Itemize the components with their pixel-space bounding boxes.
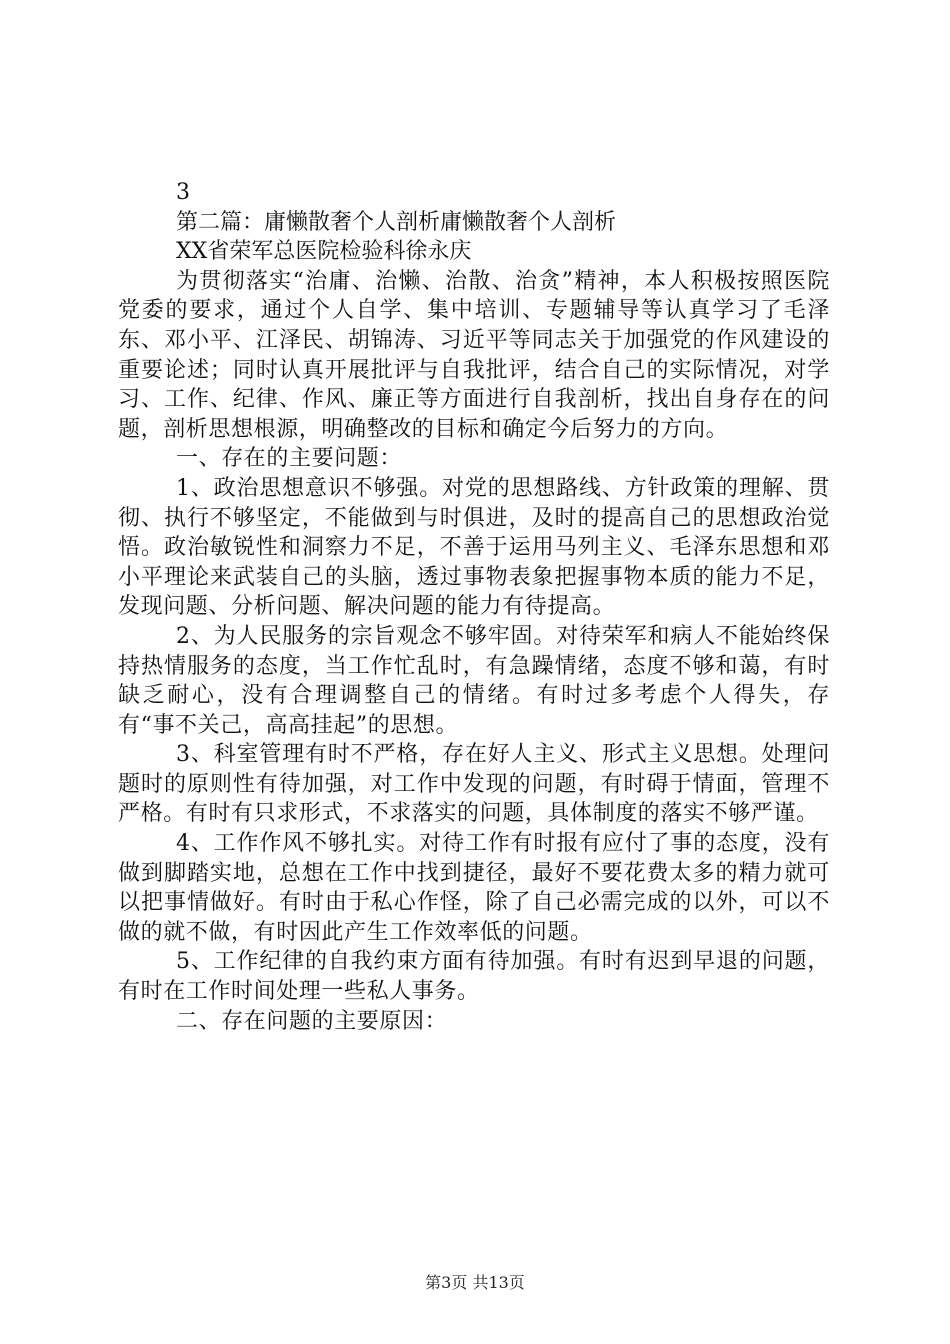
document-body — [118, 178, 830, 1036]
page-marker: 3 — [176, 180, 190, 205]
page-footer: 第3页 共13页 — [425, 1273, 525, 1292]
paragraph-problem-1: 1、政治思想意识不够强。对党的思想路线、方针政策的理解、贯彻、执行不够坚定，不能做到与时俱进，及时的提高自己的思想政治觉悟。政治敏锐性和洞察力不足，不善于运用马列主义、毛泽东思想和邓小平理论来武装自己的头脑，透过事物表象把握事物本质的能力不足，发现问题、分析问题、解决问题的能力有待提高。 — [118, 475, 830, 620]
section-title: 第二篇：庸懒散奢个人剖析庸懒散奢个人剖析 — [176, 209, 617, 235]
heading-main-causes: 二、存在问题的主要原因： — [176, 1008, 448, 1034]
heading-main-problems: 一、存在的主要问题： — [176, 446, 403, 472]
paragraph-problem-5: 5、工作纪律的自我约束方面有待加强。有时有迟到早退的问题，有时在工作时间处理一些私人事务。 — [118, 949, 830, 1005]
paragraph-intro: 为贯彻落实“治庸、治懒、治散、治贪”精神，本人积极按照医院党委的要求，通过个人自学、集中培训、专题辅导等认真学习了毛泽东、邓小平、江泽民、胡锦涛、习近平等同志关于加强党的作风建设的重要论述；同时认真开展批评与自我批评，结合自己的实际情况，对学习、工作、纪律、作风、廉正等方面进行自我剖析，找出自身存在的问题，剖析思想根源，明确整改的目标和确定今后努力的方向。 — [118, 268, 830, 442]
paragraph-problem-3: 3、科室管理有时不严格，存在好人主义、形式主义思想。处理问题时的原则性有待加强，对工作中发现的问题，有时碍于情面，管理不严格。有时有只求形式，不求落实的问题，具体制度的落实不够严谨。 — [118, 742, 830, 827]
paragraph-problem-2: 2、为人民服务的宗旨观念不够牢固。对待荣军和病人不能始终保持热情服务的态度，当工作忙乱时，有急躁情绪，态度不够和蔼，有时缺乏耐心，没有合理调整自己的情绪。有时过多考虑个人得失，存有“事不关己，高高挂起”的思想。 — [118, 623, 830, 738]
paragraph-problem-4: 4、工作作风不够扎实。对待工作有时报有应付了事的态度，没有做到脚踏实地，总想在工作中找到捷径，最好不要花费太多的精力就可以把事情做好。有时由于私心作怪，除了自己必需完成的以外，可以不做的就不做，有时因此产生工作效率低的问题。 — [118, 831, 830, 945]
author-line: XX省荣军总医院检验科徐永庆 — [176, 239, 472, 265]
